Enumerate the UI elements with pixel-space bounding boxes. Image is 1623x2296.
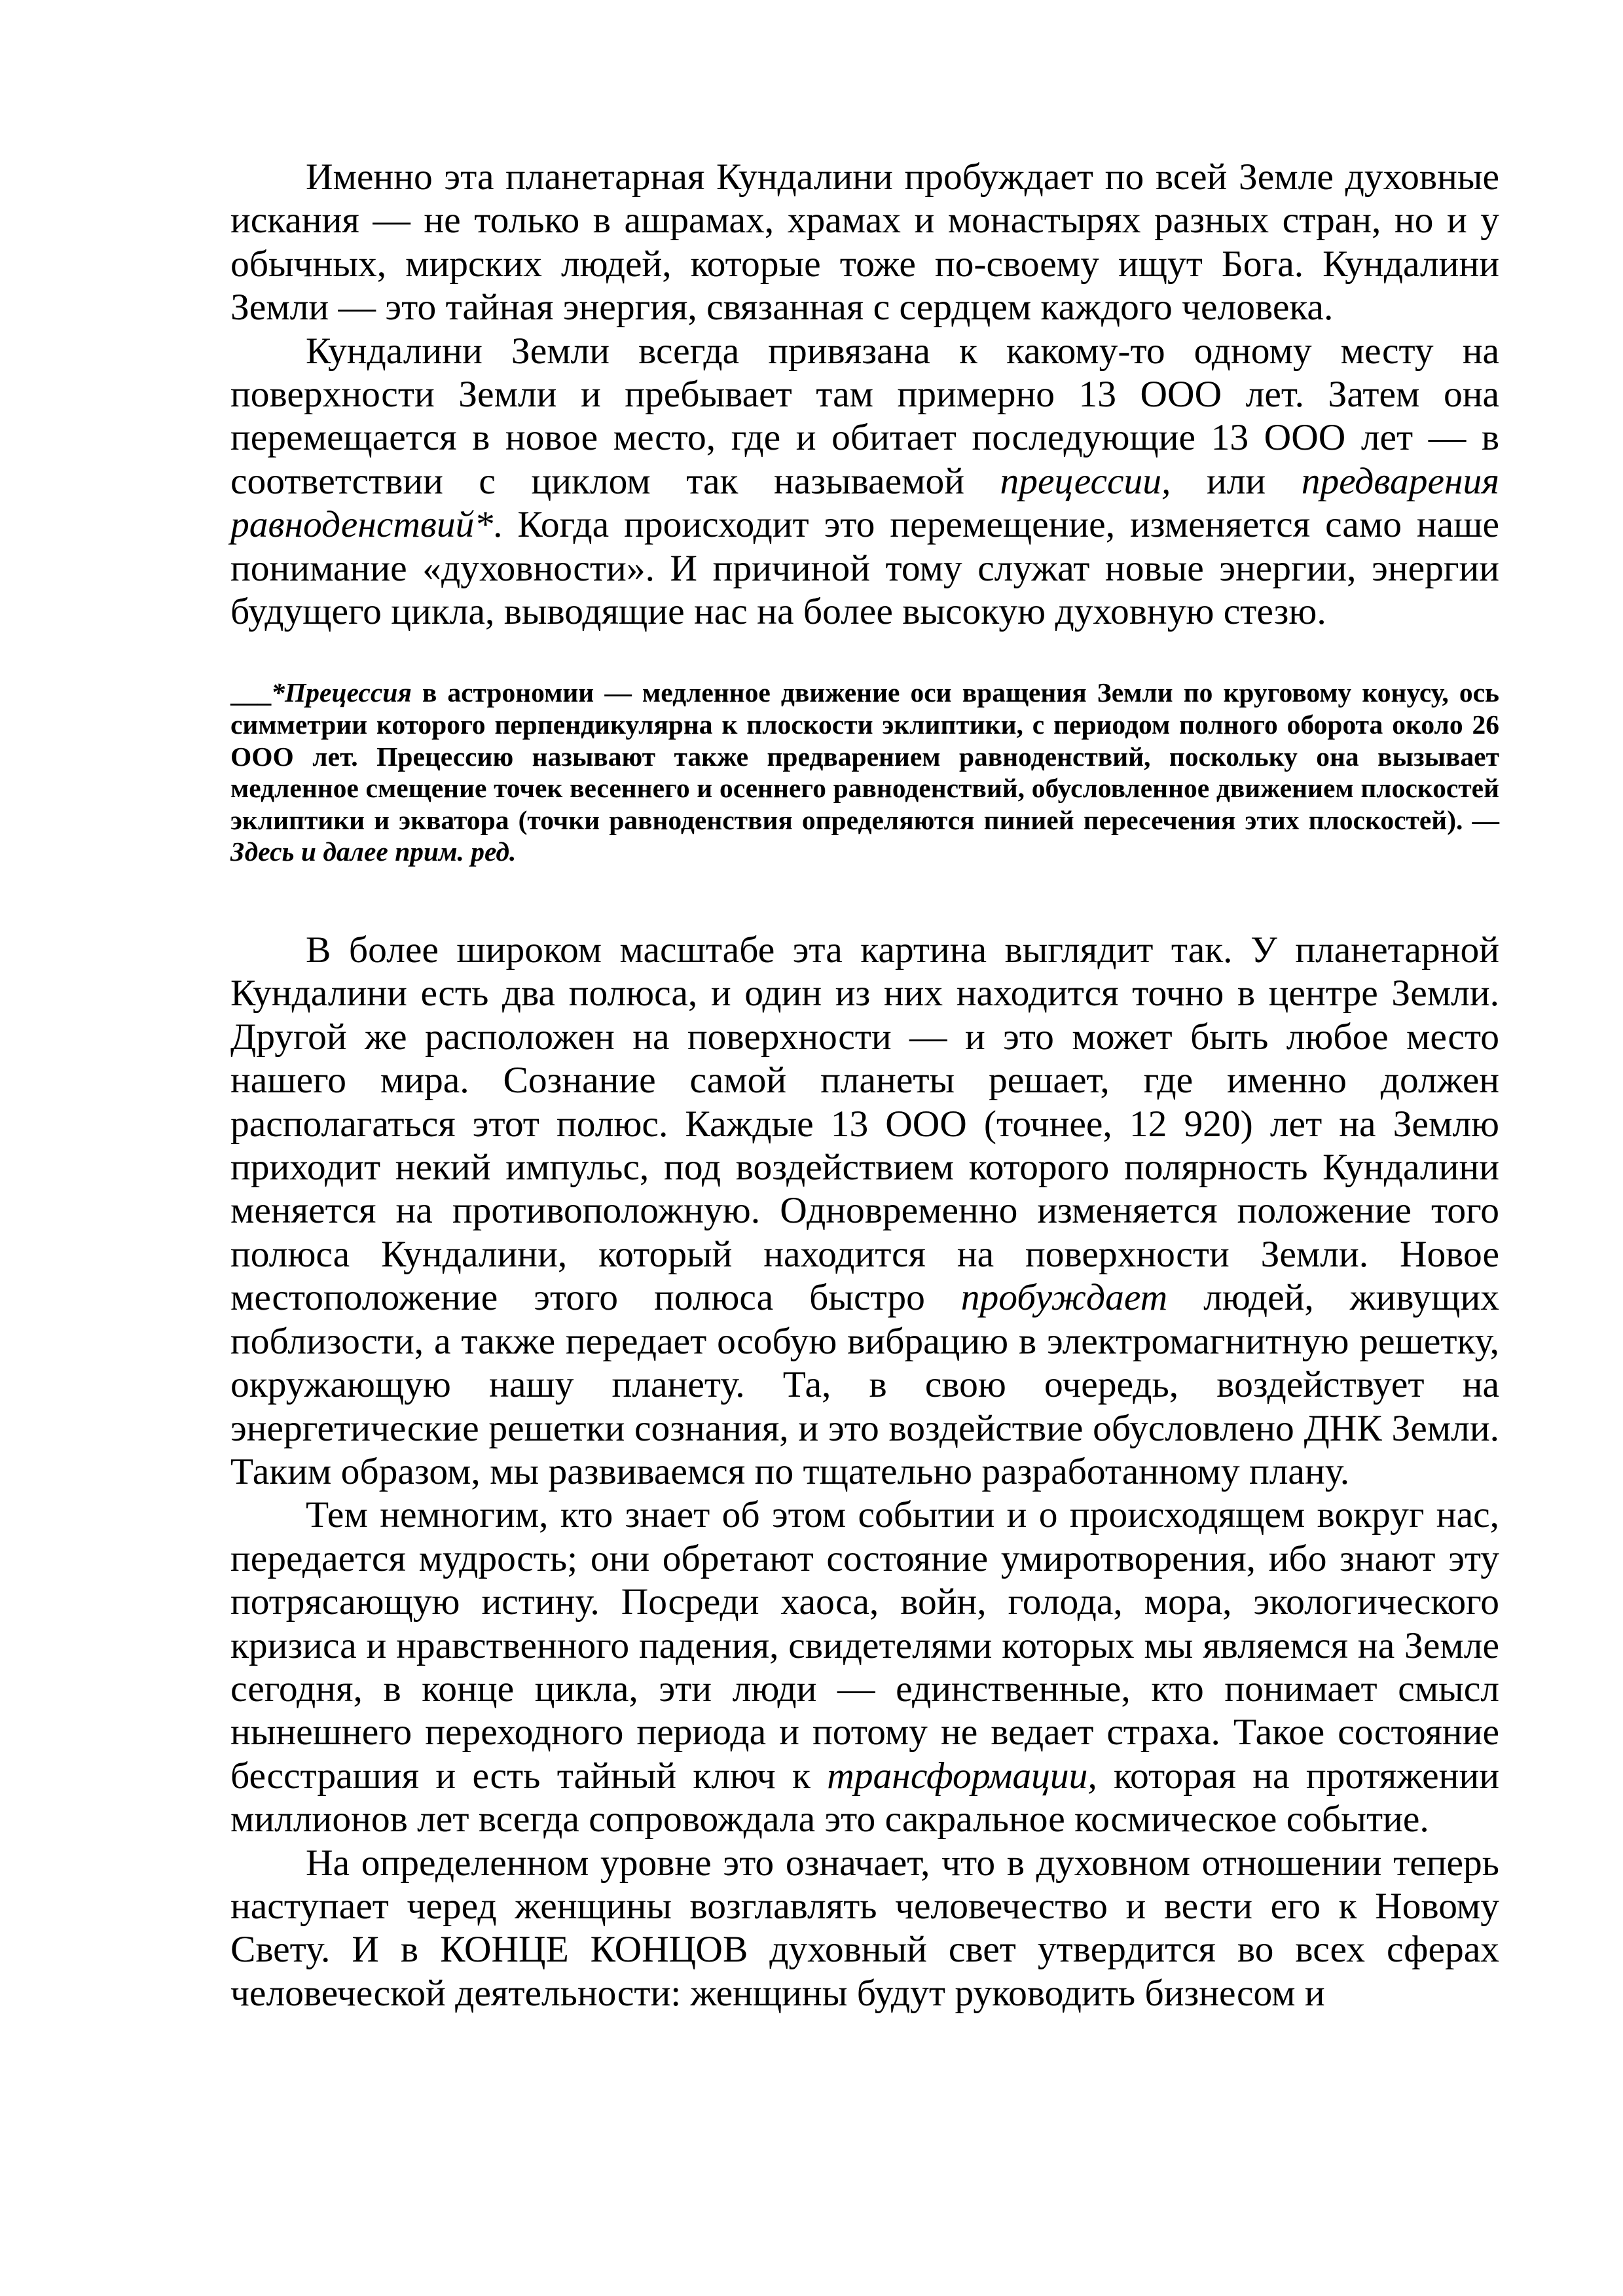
footnote [230,677,1499,868]
paragraph-text: . Когда происходит это перемещение, изменяется само наше понимание «духовности». И причиной тому служат новые энергии, энергии будущего цикла, выводящие нас на более высокую духовную стезю. [230,504,1499,633]
footnote-term: *Прецессия [271,677,412,708]
italic-term-awakens: пробуждает [960,1277,1168,1319]
paragraph-text: На определенном уровне это означает, что в духовном отношении теперь наступает черед женщины возглавлять человечество и вести его к Новому Свету. И в КОНЦЕ КОНЦОВ духовный свет утвердится во всех сферах человеческой деятельности: женщины будут руководить бизнесом и [230,1842,1499,2014]
paragraph-text: Кундалини Земли всегда привязана к какому-то одному месту на поверхности Земли и пребывает там примерно 13 ООО лет. Затем она перемещается в новое место, где и обитает последующие 13 ООО лет — в соответствии с циклом так называемой [230,330,1499,502]
footnote-text: в астрономии — медленное движение оси вращения Земли по круговому конусу, ось симметрии которого перпендикулярна к плоскости эклиптики, с периодом полного оборота около 26 ООО лет. Прецессию называют также предварением равноденствий, поскольку она вызывает медленное смещение точек весеннего и осеннего равноденствий, обусловленное движением плоскостей эклиптики и экватора (точки равноденствия определяются пинией пересечения этих плоскостей). — [230,677,1499,835]
paragraph-text: В более широком масштабе эта картина выглядит так. У планетарной Кундалини есть два полюса, и один из них находится точно в центре Земли. Другой же расположен на поверхности — и это может быть любое место нашего мира. Сознание самой планеты решает, где именно должен располагаться этот полюс. Каждые 13 ООО (точнее, 12 920) лет на Землю приходит некий импульс, под воздействием которого полярность Кундалини меняется на противоположную. Одновременно изменяется положение того полюса Кундалини, который находится на поверхности Земли. Новое местоположение этого полюса быстро [230,929,1499,1319]
paragraph-text: Тем немногим, кто знает об этом событии и о происходящем вокруг нас, передается мудрость; они обретают состояние умиротворения, ибо знают эту потрясающую истину. Посреди хаоса, войн, голода, мора, экологического кризиса и нравственного падения, свидетелями которых мы являемся на Земле сегодня, в конце цикла, эти люди — единственные, кто понимает смысл нынешнего переходного периода и потому не ведает страха. Такое состояние бесстрашия и есть тайный ключ к [230,1494,1499,1797]
paragraph-kundalini-awakening [230,156,1499,330]
paragraph-text: которая на протяжении миллионов лет всегда сопровождала это сакральное космическое событие. [230,1755,1499,1840]
paragraph-text: людей, живущих поблизости, а также передает особую вибрацию в электромагнитную решетку, окружающую нашу планету. Та, в свою очередь, воздействует на энергетические решетки сознания, и это воздействие обусловлено ДНК Земли. Таким образом, мы развиваемся по тщательно разработанному плану. [230,1277,1499,1492]
footnote-rule: ___ [230,677,272,708]
paragraph-women-lead [230,1842,1499,2016]
footnote-attribution: Здесь и далее прим. ред. [230,836,517,867]
paragraph-text: Именно эта планетарная Кундалини пробуждает по всей Земле духовные искания — не только в ашрамах, храмах и монастырях разных стран, но и у обычных, мирских людей, которые тоже по-своему ищут Бога. Кундалини Земли — это тайная энергия, связанная с сердцем каждого человека. [230,156,1499,329]
paragraph-kundalini-location [230,330,1499,634]
paragraph-text: или [1171,460,1302,502]
italic-term-precession: прецессии, [1000,460,1171,502]
paragraph-wisdom [230,1494,1499,1841]
document-page [230,156,1499,2015]
italic-term-equinoxes: предварения равноденствий* [230,460,1499,546]
italic-term-transformation: трансформации, [827,1755,1097,1797]
paragraph-poles [230,929,1499,1494]
